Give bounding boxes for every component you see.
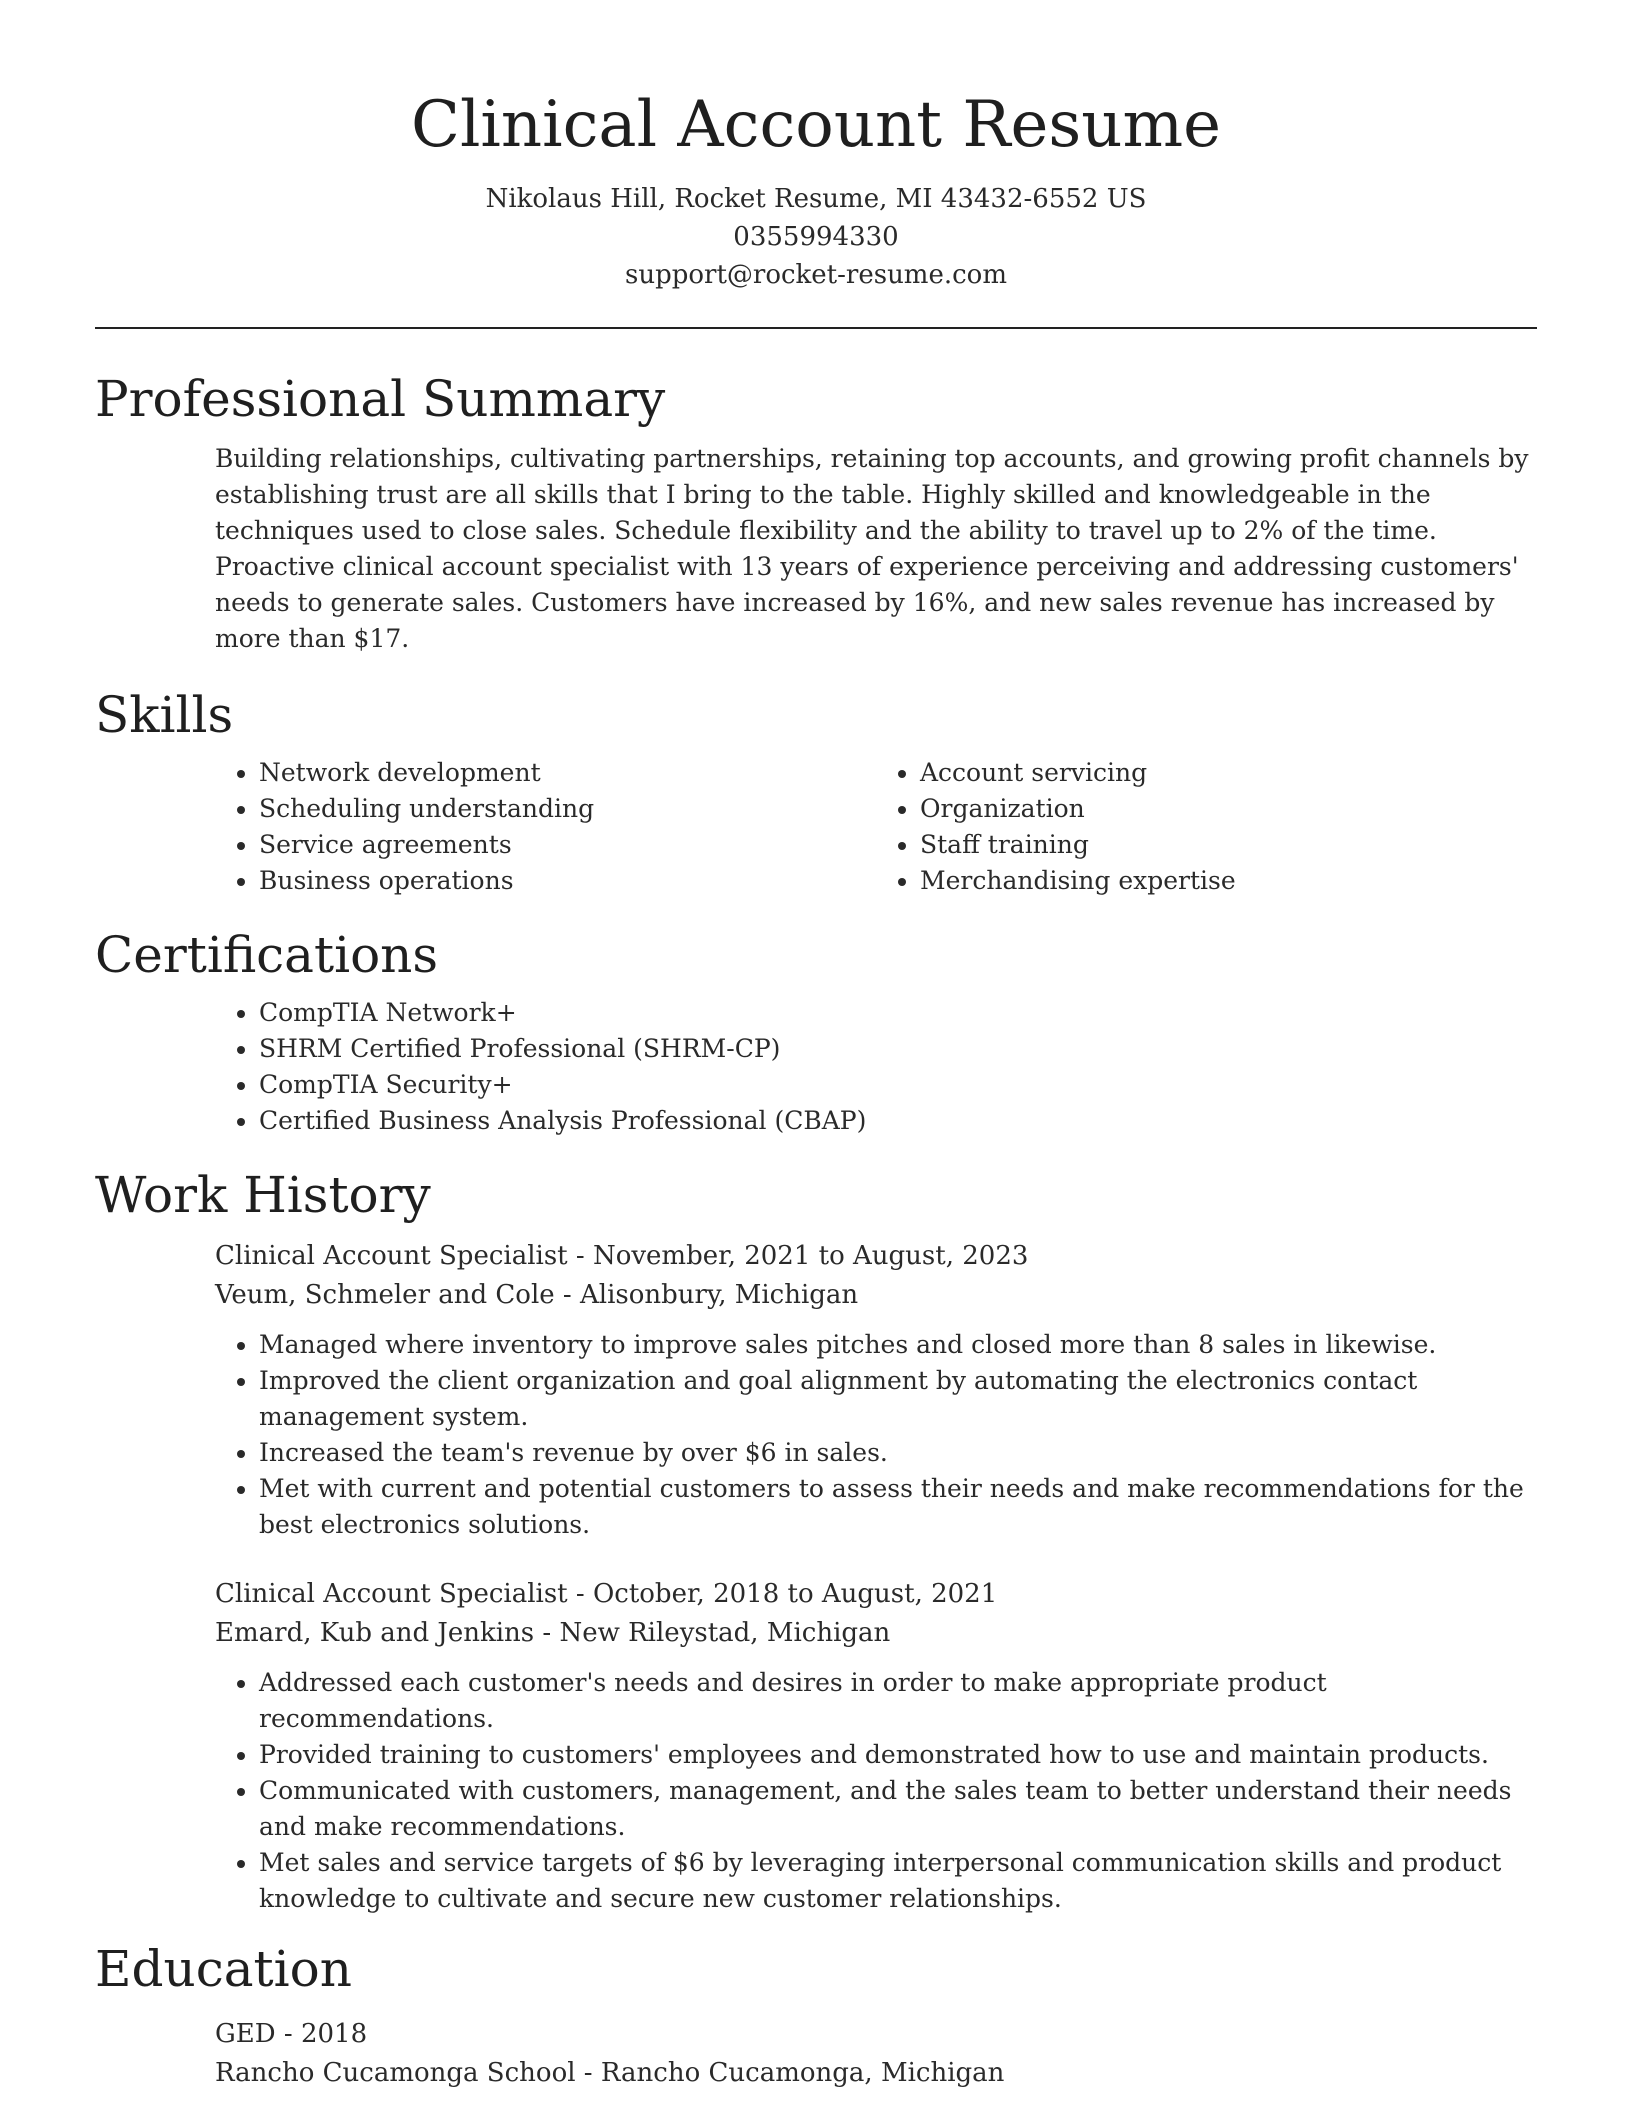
education-heading: Education xyxy=(95,1940,352,1998)
skills-heading: Skills xyxy=(95,686,234,744)
list-item: • Met with current and potential customers to assess their needs and make recommendations for the best electronics solutions. xyxy=(259,1471,1537,1543)
education-body xyxy=(215,2015,1537,2093)
job-dates: October, 2018 to August, 2021 xyxy=(592,1579,998,1609)
job-title-line xyxy=(215,1237,1537,1276)
resume-title: Clinical Account Resume xyxy=(410,88,1222,162)
list-item: • Network development xyxy=(259,755,876,791)
list-item: • Managed where inventory to improve sales pitches and closed more than 8 sales in likewise. xyxy=(259,1327,1537,1363)
contact-address: Nikolaus Hill, Rocket Resume, MI 43432-6552 US xyxy=(485,184,1147,214)
job-entry xyxy=(215,1575,1537,1917)
list-item: • Met sales and service targets of $6 by leveraging interpersonal communication skills and product knowledge to cultivate and secure new customer relationships. xyxy=(259,1845,1537,1917)
job-company-line xyxy=(215,1614,1537,1653)
contact-block xyxy=(95,180,1537,294)
certifications-list xyxy=(215,995,1537,1139)
separator: - xyxy=(567,1579,593,1609)
list-item: • Communicated with customers, management, and the sales team to better understand their needs and make recommendations. xyxy=(259,1773,1537,1845)
skills-list xyxy=(215,755,1537,899)
summary-text: Building relationships, cultivating partnerships, retaining top accounts, and growing profit channels by establishing trust are all skills that I bring to the table. Highly skilled and knowledgeable in the techniques used to close sales. Schedule flexibility and the ability to travel up to 2% of the time. Proactive clinical account specialist with 13 years of experience perceiving and addressing customers' needs to generate sales. Customers have increased by 16%, and new sales revenue has increased by more than $17. xyxy=(215,444,1529,653)
list-item: • Certified Business Analysis Professional (CBAP) xyxy=(259,1103,1537,1139)
work-history-section xyxy=(95,1163,1537,1917)
education-location: Rancho Cucamonga, Michigan xyxy=(600,2058,1005,2088)
separator: - xyxy=(567,1241,593,1271)
education-degree: GED xyxy=(215,2019,276,2049)
list-item: • Merchandising expertise xyxy=(920,863,1537,899)
list-item: • Improved the client organization and goal alignment by automating the electronics contact management system. xyxy=(259,1363,1537,1435)
education-year: 2018 xyxy=(300,2019,368,2049)
job-bullets xyxy=(215,1327,1537,1543)
resume-header xyxy=(95,80,1537,294)
separator: - xyxy=(554,1280,580,1310)
list-item: • Staff training xyxy=(920,827,1537,863)
education-school-line xyxy=(215,2054,1537,2093)
skills-column-right xyxy=(876,755,1537,899)
summary-body xyxy=(215,441,1537,657)
summary-heading: Professional Summary xyxy=(95,370,666,428)
summary-section xyxy=(95,367,1537,657)
certifications-heading: Certifications xyxy=(95,926,439,984)
job-location: New Rileystad, Michigan xyxy=(559,1618,891,1648)
list-item: • CompTIA Network+ xyxy=(259,995,1537,1031)
skills-section xyxy=(95,683,1537,899)
contact-email: support@rocket-resume.com xyxy=(624,260,1007,290)
list-item: • Business operations xyxy=(259,863,876,899)
job-company-line xyxy=(215,1276,1537,1315)
list-item: • Organization xyxy=(920,791,1537,827)
job-entry xyxy=(215,1237,1537,1543)
header-divider xyxy=(95,327,1537,329)
certifications-section xyxy=(95,923,1537,1139)
work-history-body xyxy=(215,1237,1537,1917)
job-title: Clinical Account Specialist xyxy=(215,1241,568,1271)
work-history-heading: Work History xyxy=(95,1166,431,1224)
list-item: • Increased the team's revenue by over $6 in sales. xyxy=(259,1435,1537,1471)
separator: - xyxy=(275,2019,301,2049)
list-item: • SHRM Certified Professional (SHRM-CP) xyxy=(259,1031,1537,1067)
education-school: Rancho Cucamonga School xyxy=(215,2058,576,2088)
list-item: • Addressed each customer's needs and desires in order to make appropriate product recommendations. xyxy=(259,1665,1537,1737)
certifications-bullets xyxy=(215,995,1537,1139)
job-location: Alisonbury, Michigan xyxy=(580,1280,859,1310)
list-item: • Provided training to customers' employees and demonstrated how to use and maintain products. xyxy=(259,1737,1537,1773)
education-degree-line xyxy=(215,2015,1537,2054)
job-bullets xyxy=(215,1665,1537,1917)
job-company: Veum, Schmeler and Cole xyxy=(215,1280,555,1310)
list-item: • CompTIA Security+ xyxy=(259,1067,1537,1103)
skills-column-left xyxy=(215,755,876,899)
list-item: • Scheduling understanding xyxy=(259,791,876,827)
education-section xyxy=(95,1937,1537,2093)
list-item: • Service agreements xyxy=(259,827,876,863)
separator: - xyxy=(534,1618,560,1648)
job-dates: November, 2021 to August, 2023 xyxy=(592,1241,1029,1271)
job-title-line xyxy=(215,1575,1537,1614)
separator: - xyxy=(575,2058,601,2088)
job-title: Clinical Account Specialist xyxy=(215,1579,568,1609)
list-item: • Account servicing xyxy=(920,755,1537,791)
job-company: Emard, Kub and Jenkins xyxy=(215,1618,535,1648)
contact-phone: 0355994330 xyxy=(733,222,899,252)
